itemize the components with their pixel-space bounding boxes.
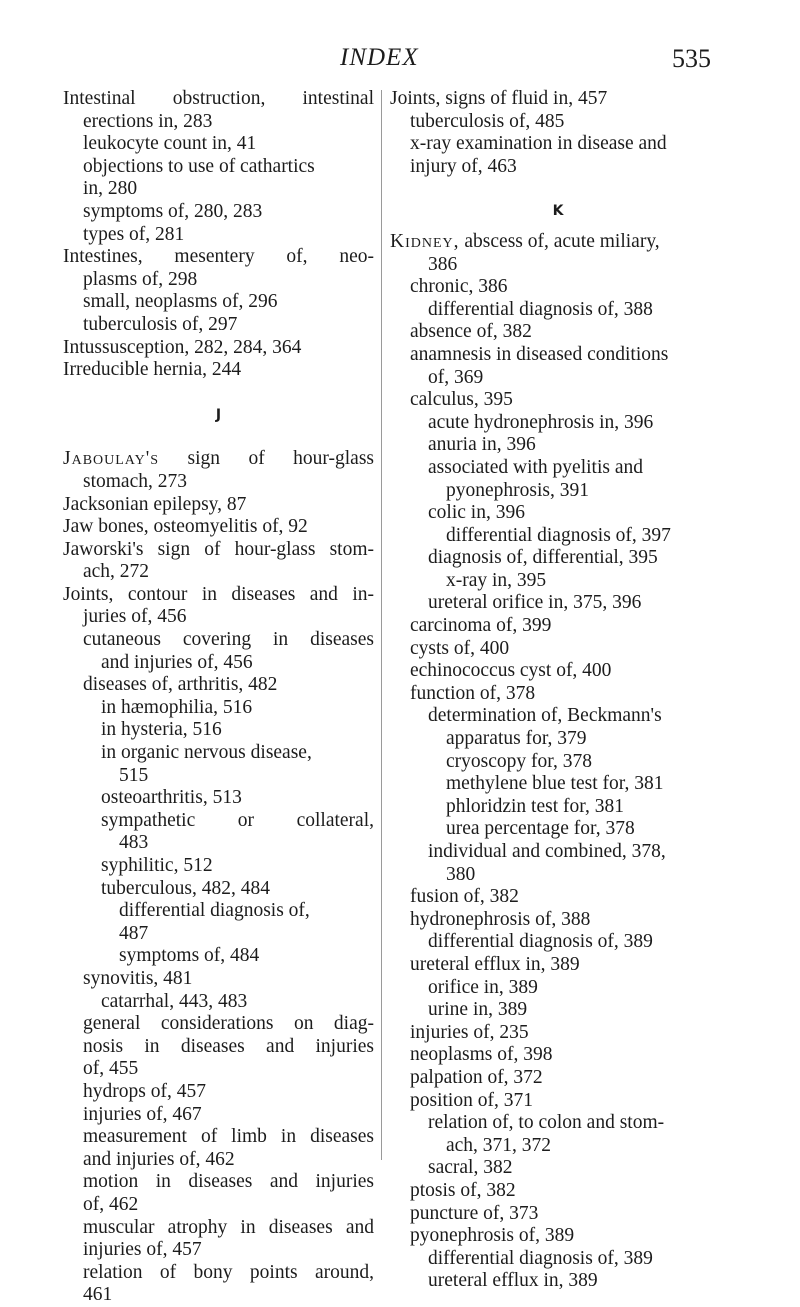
index-entry: of, 369: [428, 366, 484, 388]
index-entry: injuries of, 457: [83, 1239, 202, 1261]
index-entry: and injuries of, 456: [101, 651, 253, 673]
entry-head: Jaboulay's: [63, 448, 160, 470]
index-entry: urea percentage for, 378: [446, 818, 635, 840]
index-entry: relation of bony points around,: [83, 1261, 374, 1283]
index-entry: echinococcus cyst of, 400: [410, 660, 612, 682]
index-entry: 380: [446, 863, 476, 885]
index-entry: in organic nervous disease,: [101, 742, 312, 764]
index-entry: symptoms of, 484: [119, 945, 260, 967]
index-entry: ach, 371, 372: [446, 1134, 552, 1156]
index-entry: palpation of, 372: [410, 1066, 543, 1088]
index-entry: Jaw bones, osteomyelitis of, 92: [63, 516, 308, 538]
index-entry: of, 462: [83, 1193, 139, 1215]
index-entry: carcinoma of, 399: [410, 615, 552, 637]
index-entry: symptoms of, 280, 283: [83, 200, 263, 222]
index-entry: differential diagnosis of,: [119, 900, 310, 922]
index-entry: motion in diseases and injuries: [83, 1171, 374, 1193]
index-entry: apparatus for, 379: [446, 728, 587, 750]
index-entry: ach, 272: [83, 561, 150, 583]
index-entry: hydronephrosis of, 388: [410, 908, 591, 930]
index-entry: measurement of limb in diseases: [83, 1126, 374, 1148]
running-head: [0, 44, 800, 76]
index-entry: [63, 448, 374, 471]
index-entry: cryoscopy for, 378: [446, 750, 592, 772]
index-entry: types of, 281: [83, 223, 185, 245]
index-entry: anuria in, 396: [428, 434, 536, 456]
index-entry: neoplasms of, 398: [410, 1044, 553, 1066]
index-entry: 515: [119, 764, 149, 786]
index-entry: erections in, 283: [83, 110, 213, 132]
index-entry: differential diagnosis of, 389: [428, 931, 653, 953]
index-entry: x-ray in, 395: [446, 569, 547, 591]
index-entry: colic in, 396: [428, 502, 525, 524]
index-entry: function of, 378: [410, 682, 536, 704]
index-entry: ureteral efflux in, 389: [410, 953, 580, 975]
page-number: 535: [672, 44, 711, 73]
index-entry: plasms of, 298: [83, 268, 198, 290]
index-entry: Intussusception, 282, 284, 364: [63, 336, 302, 358]
entry-rest: abscess of, acute miliary,: [464, 230, 660, 252]
index-entry: Intestinal obstruction, intestinal: [63, 88, 374, 109]
right-column: [390, 88, 726, 1293]
index-entry: differential diagnosis of, 388: [428, 298, 653, 320]
index-entry: syphilitic, 512: [101, 855, 213, 876]
index-entry: [390, 231, 726, 254]
index-entry: of, 455: [83, 1058, 139, 1080]
index-entry: relation of, to colon and stom-: [428, 1112, 665, 1134]
index-entry: diseases of, arthritis, 482: [83, 674, 278, 696]
index-entry: 483: [119, 832, 149, 854]
index-entry: determination of, Beckmann's: [428, 705, 662, 727]
index-entry: diagnosis of, differential, 395: [428, 547, 658, 569]
index-entry: phloridzin test for, 381: [446, 795, 624, 817]
index-entry: injuries of, 467: [83, 1103, 202, 1125]
index-entry: calculus, 395: [410, 389, 513, 411]
index-entry: and injuries of, 462: [83, 1148, 235, 1170]
left-column: [63, 88, 374, 1307]
index-entry: hydrops of, 457: [83, 1080, 206, 1102]
index-entry: acute hydronephrosis in, 396: [428, 411, 654, 433]
index-entry: cysts of, 400: [410, 637, 510, 659]
index-entry: sacral, 382: [428, 1157, 513, 1179]
index-entry: Intestines, mesentery of, neo-: [63, 246, 374, 268]
index-entry: differential diagnosis of, 389: [428, 1247, 653, 1269]
index-entry: 386: [428, 253, 458, 275]
index-entry: fusion of, 382: [410, 886, 519, 908]
index-entry: injury of, 463: [410, 155, 517, 177]
index-entry: small, neoplasms of, 296: [83, 291, 278, 313]
index-entry: tuberculous, 482, 484: [101, 877, 270, 899]
index-entry: nosis in diseases and injuries: [83, 1035, 374, 1057]
index-entry: Irreducible hernia, 244: [63, 359, 242, 381]
index-entry: injuries of, 235: [410, 1021, 529, 1043]
index-entry: general considerations on diag-: [83, 1013, 374, 1035]
page-title: INDEX: [340, 44, 419, 71]
index-entry: leukocyte count in, 41: [83, 133, 257, 155]
index-entry: in, 280: [83, 178, 138, 200]
index-entry: 461: [83, 1284, 113, 1306]
index-entry: Jaworski's sign of hour-glass stom-: [63, 538, 374, 560]
index-entry: sympathetic or collateral,: [101, 809, 374, 831]
index-entry: objections to use of cathartics: [83, 155, 315, 177]
index-entry: stomach, 273: [83, 470, 187, 492]
section-letter-k: K: [552, 203, 564, 220]
index-entry: chronic, 386: [410, 276, 508, 298]
index-entry: in hysteria, 516: [101, 719, 222, 741]
index-entry: in hæmophilia, 516: [101, 696, 253, 718]
index-entry: x-ray examination in disease and: [410, 133, 667, 155]
index-entry: synovitis, 481: [83, 967, 193, 989]
index-entry: anamnesis in diseased conditions: [410, 343, 669, 365]
index-entry: ureteral efflux in, 389: [428, 1270, 598, 1292]
column-divider: [381, 90, 382, 1160]
index-entry: Jacksonian epilepsy, 87: [63, 493, 247, 515]
index-entry: catarrhal, 443, 483: [101, 990, 248, 1012]
index-entry: pyonephrosis, 391: [446, 479, 589, 501]
index-entry: position of, 371: [410, 1089, 533, 1111]
index-entry: urine in, 389: [428, 999, 528, 1021]
index-entry: associated with pyelitis and: [428, 456, 643, 478]
index-entry: ptosis of, 382: [410, 1179, 516, 1201]
index-entry: osteoarthritis, 513: [101, 787, 242, 809]
section-letter-j: J: [215, 406, 222, 423]
index-entry: methylene blue test for, 381: [446, 773, 664, 795]
index-entry: tuberculosis of, 297: [83, 313, 238, 335]
index-entry: orifice in, 389: [428, 976, 538, 998]
entry-rest: sign of hour-glass: [187, 448, 374, 470]
index-entry: cutaneous covering in diseases: [83, 629, 374, 651]
index-entry: puncture of, 373: [410, 1202, 539, 1224]
index-entry: tuberculosis of, 485: [410, 110, 565, 132]
index-entry: ureteral orifice in, 375, 396: [428, 592, 642, 614]
index-entry: juries of, 456: [83, 606, 187, 628]
index-entry: Joints, signs of fluid in, 457: [390, 88, 608, 109]
index-entry: pyonephrosis of, 389: [410, 1225, 575, 1247]
entry-head: Kidney,: [390, 230, 460, 252]
index-entry: individual and combined, 378,: [428, 841, 666, 862]
index-entry: differential diagnosis of, 397: [446, 524, 671, 546]
index-entry: Joints, contour in diseases and in-: [63, 583, 374, 605]
index-entry: 487: [119, 922, 149, 944]
index-entry: absence of, 382: [410, 321, 532, 343]
index-entry: muscular atrophy in diseases and: [83, 1216, 374, 1238]
